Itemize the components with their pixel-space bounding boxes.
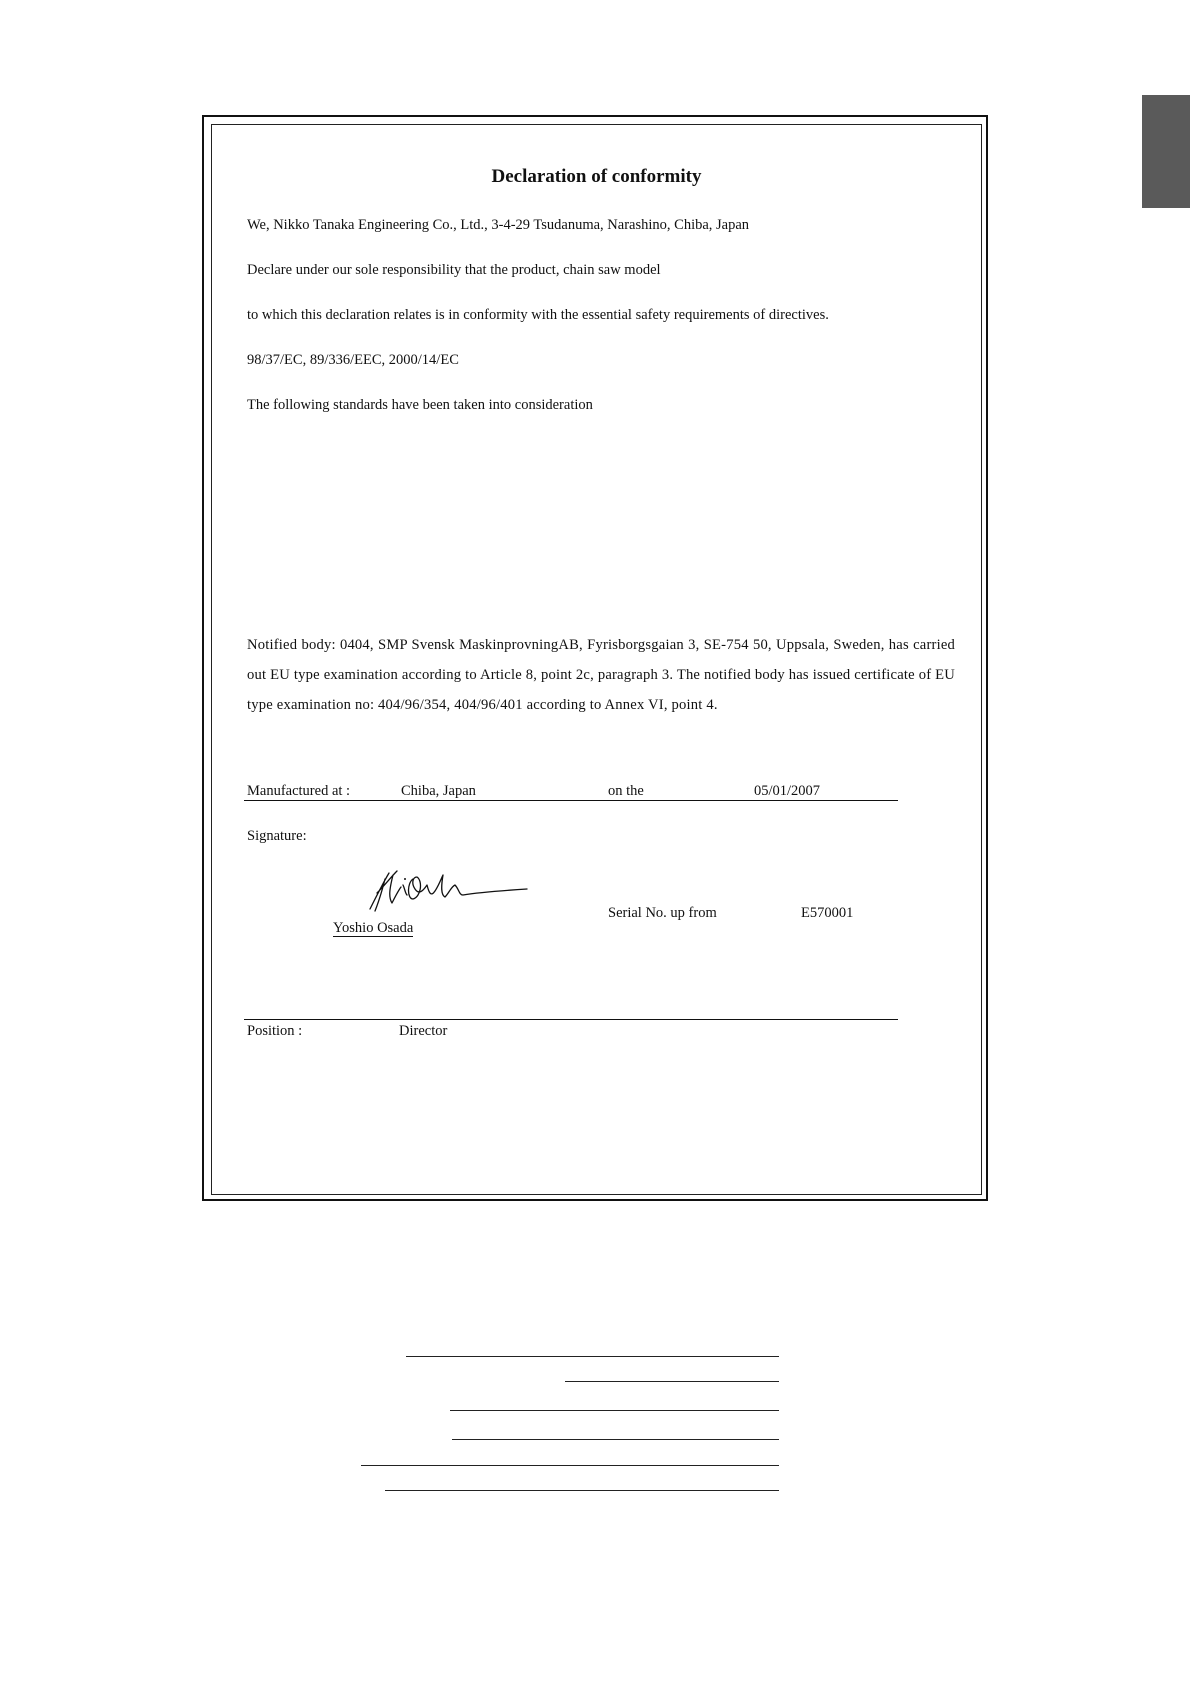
company-line: We, Nikko Tanaka Engineering Co., Ltd., 3-4-29 Tsudanuma, Narashino, Chiba, Japan xyxy=(247,217,750,233)
manufactured-label: Manufactured at : xyxy=(247,783,351,799)
declare-line: Declare under our sole responsibility that the product, chain saw model xyxy=(247,262,661,278)
signer-name: Yoshio Osada xyxy=(333,920,414,936)
conformity-line: to which this declaration relates is in conformity with the essential safety requirements of directives. xyxy=(247,307,829,323)
notified-body-paragraph: Notified body: 0404, SMP Svensk MaskinprovningAB, Fyrisborgsgaian 3, SE-754 50, Uppsala, Sweden, has carried out EU type examination according to Article 8, point 2c, paragraph 3. The notified body has issued certificate of EU type examination no: 404/96/354, 404/96/401 according to Annex VI, point 4. xyxy=(247,637,955,713)
signature-label: Signature: xyxy=(247,828,307,844)
section-tab-marker xyxy=(1142,95,1190,208)
standards-line: The following standards have been taken into consideration xyxy=(247,397,593,413)
blank-line-6 xyxy=(385,1490,779,1491)
blank-line-2 xyxy=(565,1381,779,1382)
document-title: Declaration of conformity xyxy=(491,166,702,187)
directives-line: 98/37/EC, 89/336/EEC, 2000/14/EC xyxy=(247,352,459,368)
on-the-label: on the xyxy=(608,783,644,799)
serial-value: E570001 xyxy=(801,905,854,921)
blank-line-5 xyxy=(361,1465,779,1466)
manufactured-row xyxy=(244,783,898,801)
blank-line-1 xyxy=(406,1356,779,1357)
blank-line-3 xyxy=(450,1410,779,1411)
position-label: Position : xyxy=(247,1023,303,1039)
serial-label: Serial No. up from xyxy=(608,905,717,921)
blank-line-4 xyxy=(452,1439,779,1440)
handwritten-signature xyxy=(365,865,535,915)
position-divider xyxy=(244,1019,898,1020)
manufactured-place: Chiba, Japan xyxy=(401,783,476,799)
manufactured-date: 05/01/2007 xyxy=(754,783,821,799)
position-value: Director xyxy=(399,1023,448,1039)
